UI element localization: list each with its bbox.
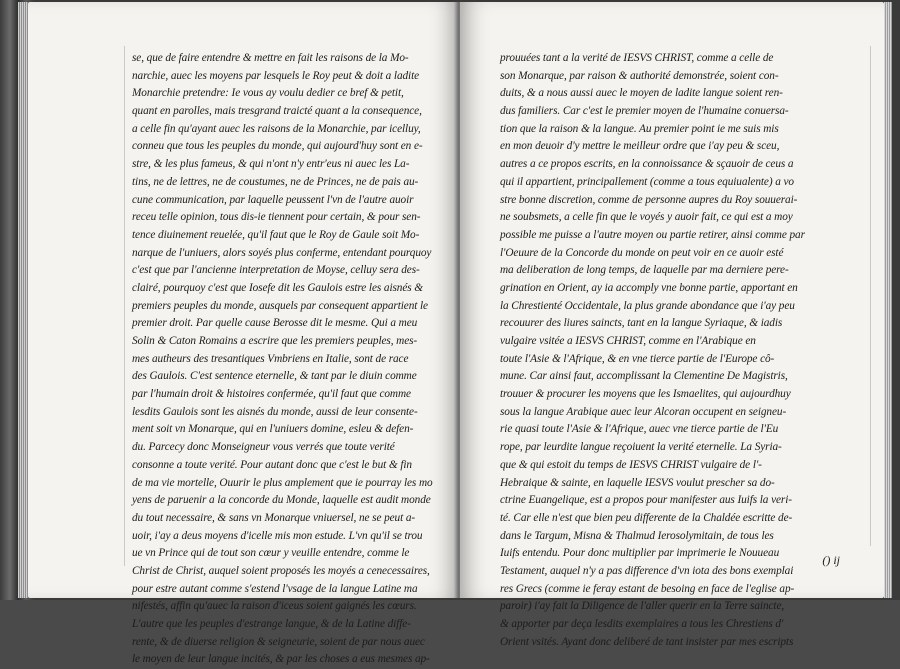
text-line: Testament, auquel n'y a pas difference d'vn iota des bons exemplai xyxy=(500,564,794,577)
open-book xyxy=(28,2,888,666)
text-line: ue vn Prince qui de tout son cœur y veuille entendre, comme le xyxy=(132,547,410,560)
text-line: pour estre autant comme s'estend l'vsage de la langue Latine ma xyxy=(132,582,418,595)
right-page-text xyxy=(500,50,862,651)
text-line: stre bonne discretion, comme de personne aupres du Roy souuerai- xyxy=(500,193,798,206)
text-line: toute l'Asie & l'Afrique, & en vne tierce partie de l'Europe cô- xyxy=(500,352,775,365)
page-stack-right-edge xyxy=(884,2,892,598)
text-line: res Grecs (comme ie feray estant de besoing en face de l'eglise ap- xyxy=(500,582,795,595)
left-page-ruling xyxy=(124,46,125,566)
page-number: () ij xyxy=(822,553,840,567)
text-line: ma deliberation de long temps, de laquelle par ma derniere pere- xyxy=(500,264,789,277)
text-line: prouuées tant a la verité de IESVS CHRIST, comme a celle de xyxy=(500,52,774,64)
text-line: narchie, auec les moyens par lesquels le Roy peut & doit a ladite xyxy=(132,69,420,82)
text-line: mes autheurs des tresantiques Vmbriens en Italie, sont de race xyxy=(132,352,409,365)
text-line: vulgaire vsitée a IESVS CHRIST, comme en l'Arabique en xyxy=(500,335,756,347)
text-line: lesdits Gaulois sont les aisnés du monde, aussi de leur consente- xyxy=(132,405,418,418)
text-line: autres a ce propos escrits, en la connoissance & sçauoir de ceus a xyxy=(500,158,794,171)
text-line: narque de l'uniuers, alors soyés plus conferme, entendant pourquoy xyxy=(132,246,432,259)
right-page xyxy=(460,2,884,648)
text-line: de ma vie mortelle, Ouurir le plus amplement que ie pourray les mo xyxy=(132,476,433,489)
text-line: la Chrestienté Occidentale, la plus grande abondance que i'ay peu xyxy=(500,299,795,312)
text-line: le moyen de leur langue incités, & par les choses a eus mesmes ap- xyxy=(132,653,430,666)
text-line: trouuer & procurer les moyens que les Ismaelites, qui aujourdhuy xyxy=(500,388,791,401)
text-line: dus familiers. Car c'est le premier moyen de l'humaine conuersa- xyxy=(500,105,789,118)
text-line: tins, ne de lettres, ne de coustumes, ne de Princes, ne de pais au- xyxy=(132,175,419,188)
text-line: premiers peuples du monde, ausquels par consequent appartient le xyxy=(132,299,428,312)
text-line: ne soubsmets, a celle fin que le voyés y auoir fait, ce qui est a moy xyxy=(500,211,793,224)
text-line: yens de paruenir a la concorde du Monde, laquelle est audit monde xyxy=(132,494,431,507)
left-page-text xyxy=(132,50,450,669)
text-line: ment soit vn Monarque, qui en l'uniuers domine, esleu & defen- xyxy=(132,423,414,436)
text-line: dans le Targum, Misna & Thalmud Ierosolymitain, de tous les xyxy=(500,529,774,542)
text-line: l'Oeuure de la Concorde du monde on peut voir en ce auoir esté xyxy=(500,246,784,259)
text-line: grination en Orient, ay ia accomply vne bonne partie, apportant en xyxy=(500,281,798,294)
text-line: recouurer des liures saincts, tant en la langue Syriaque, & iadis xyxy=(500,317,783,330)
text-line: sous la langue Arabique auec leur Alcoran occupent en seigneu- xyxy=(500,405,787,418)
text-line: clairé, pourquoy c'est que Iosefe dit les Gaulois estre les aisnés & xyxy=(132,281,423,294)
text-line: rope, par leurdite langue reçoiuent la verité eternelle. La Syria- xyxy=(500,441,782,454)
right-page-ruling xyxy=(870,46,871,546)
text-line: L'autre que les peuples d'estrange langue, & de la Latine diffe- xyxy=(132,618,411,630)
text-line: par l'humain droit & histoires confermée, qu'il faut que comme xyxy=(132,388,411,401)
text-line: cune communication, par laquelle peussent l'vn de l'autre auoir xyxy=(132,193,414,206)
text-line: Hebraique & sainte, en laquelle IESVS voulut prescher sa do- xyxy=(500,476,775,489)
text-line: des Gaulois. C'est sentence eternelle, & tant par le diuin comme xyxy=(132,370,417,383)
text-line: se, que de faire entendre & mettre en fait les raisons de la Mo- xyxy=(132,52,409,64)
text-line: paroir) i'ay fait la Diligence de l'aller querir en la Terre saincte, xyxy=(500,600,785,613)
text-line: duits, & a nous aussi auec le moyen de ladite langue soient ren- xyxy=(500,87,783,100)
text-line: rente, & de diuerse religion & seigneurie, soient de par nous auec xyxy=(132,635,425,648)
text-line: son Monarque, par raison & authorité demonstrée, soient con- xyxy=(500,69,779,82)
text-line: té. Car elle n'est que bien peu differente de la Chaldée escritte de- xyxy=(500,511,793,524)
text-line: uoir, i'ay a deus moyens d'icelle mis mon estude. L'vn qu'il se trou xyxy=(132,529,423,542)
text-line: du tout necessaire, & sans vn Monarque vniuersel, ne se peut a- xyxy=(132,511,416,524)
text-line: premier droit. Par quelle cause Berosse dit le mesme. Qui a meu xyxy=(132,317,418,330)
text-line: & apporter par deça lesdits exemplaires a tous les Chrestiens d' xyxy=(500,618,784,630)
text-line: conneu que tous les peuples du monde, qui aujourd'huy sont en e- xyxy=(132,140,423,153)
text-line: tion que la raison & la langue. Au premier point ie me suis mis xyxy=(500,122,779,135)
text-line: mune. Car ainsi faut, accomplissant la Clementine De Magistris, xyxy=(500,370,788,383)
text-line: nifestés, affin qu'auec la raison d'iceus soient gaignés les cœurs. xyxy=(132,600,417,613)
page-stack-left-edge xyxy=(18,2,28,598)
text-line: ctrine Euangelique, est a propos pour manifester aus Iuifs la veri- xyxy=(500,494,792,507)
text-line: c'est que par l'ancienne interpretation de Moyse, celluy sera des- xyxy=(132,264,420,277)
text-line: tence diuinement reuelée, qu'il faut que le Roy de Gaule soit Mo- xyxy=(132,228,420,241)
text-line: qui il appartient, principallement (comme a tous equiualente) a vo xyxy=(500,175,794,188)
text-line: receu telle opinion, tous dis-ie tiennent pour certain, & pour sen- xyxy=(132,211,421,224)
text-line: du. Parcecy donc Monseigneur vous verrés que toute verité xyxy=(132,441,395,454)
text-line: Orient vsités. Ayant donc deliberé de tant insister par mes escripts xyxy=(500,635,794,648)
text-line: Monarchie pretendre: Ie vous ay voulu dedier ce bref & petit, xyxy=(132,87,404,100)
text-line: Christ de Christ, auquel soient proposés les moyés a cenecessaires, xyxy=(132,564,430,577)
left-page xyxy=(28,2,458,666)
text-line: rie quasi toute l'Asie & l'Afrique, auec vne tierce partie de l'Eu xyxy=(500,423,779,436)
text-line: possible me puisse a l'autre moyen ou partie retirer, ainsi comme par xyxy=(500,228,805,241)
text-line: en mon deuoir d'y mettre le meilleur ordre que i'ay peu & sceu, xyxy=(500,140,780,153)
text-line: que & qui estoit du temps de IESVS CHRIST vulgaire de l'- xyxy=(500,458,762,471)
text-line: quant en parolles, mais tresgrand traicté quant a la consequence, xyxy=(132,105,422,118)
text-line: Iuifs entendu. Pour donc multiplier par imprimerie le Nouueau xyxy=(500,547,780,560)
text-line: consonne a toute verité. Pour autant donc que c'est le but & fin xyxy=(132,458,412,471)
text-line: stre, & les plus fameus, & qui n'ont n'y entr'eus ni auec les La- xyxy=(132,158,410,171)
text-line: Solin & Caton Romains a escrire que les premiers peuples, mes- xyxy=(132,335,418,347)
text-line: a celle fin qu'ayant auec les raisons de la Monarchie, par icelluy, xyxy=(132,122,421,135)
